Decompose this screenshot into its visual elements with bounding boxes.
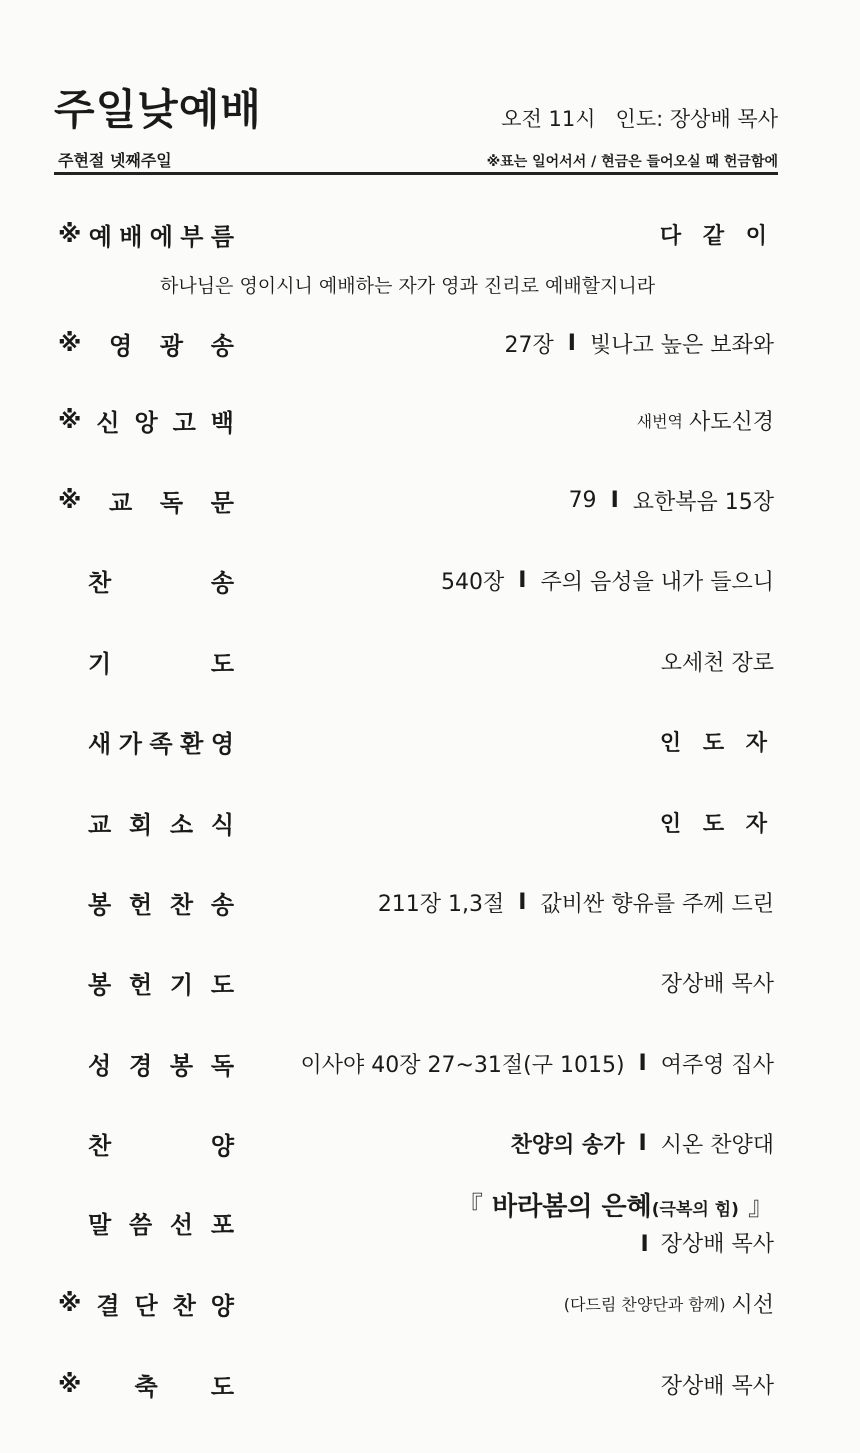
order-label: 찬 양	[88, 1131, 234, 1160]
order-label: ※ 예 배 에 부 름	[58, 220, 234, 251]
separator: I	[518, 889, 527, 915]
sermon-title: 바라봄의 은혜	[492, 1192, 652, 1222]
standing-mark: ※	[58, 486, 82, 514]
hymn-number: 211장 1,3절	[377, 891, 505, 917]
order-row-gloria	[58, 321, 774, 365]
hymn-title: 주의 음성을 내가 들으니	[540, 569, 774, 595]
order-row-benediction	[58, 1362, 774, 1406]
order-row-sermon	[58, 1192, 774, 1257]
hymn-number: 540장	[441, 569, 505, 595]
order-row-prayer	[58, 639, 774, 683]
order-label: ※ 교 독 문	[58, 486, 234, 517]
order-label: 기 도	[88, 649, 234, 678]
creed-title: 사도신경	[688, 409, 774, 435]
order-label: ※ 결 단 찬 양	[58, 1289, 234, 1320]
order-label: ※ 영 광 송	[58, 329, 234, 360]
sermon-title-line	[457, 1188, 774, 1229]
reading-number: 79	[568, 487, 597, 513]
order-row-hymn	[58, 558, 774, 602]
hymn-title: 빛나고 높은 보좌와	[589, 332, 774, 358]
order-value	[505, 321, 774, 365]
creed-version: 새번역	[636, 411, 683, 431]
response-note: (다드림 찬양단과 함께)	[563, 1294, 726, 1314]
order-label: 새 가 족 환 영	[88, 729, 234, 758]
scripture-reader: 여주영 집사	[660, 1052, 774, 1078]
order-value	[378, 880, 774, 924]
order-row-response-song	[58, 1281, 774, 1325]
call-to-worship-verse: 하나님은 영이시니 예배하는 자가 영과 진리로 예배할지니라	[160, 275, 656, 297]
separator: I	[638, 1050, 647, 1076]
open-bracket: 『	[456, 1192, 483, 1222]
standing-mark: ※	[58, 1289, 82, 1317]
order-value: 오세천 장로	[660, 650, 774, 676]
order-label: 말 씀 선 포	[88, 1210, 234, 1239]
anthem-choir: 시온 찬양대	[660, 1132, 774, 1158]
service-title: 주일낮예배	[54, 85, 262, 134]
sermon-preacher-line	[457, 1229, 774, 1261]
standing-offering-note: ※표는 일어서서 / 현금은 들어오실 때 헌금함에	[486, 154, 778, 170]
standing-mark: ※	[58, 329, 82, 357]
hymn-title: 값비싼 향유를 주께 드린	[540, 891, 774, 917]
reading-title: 요한복음 15장	[632, 489, 774, 515]
standing-mark: ※	[58, 406, 82, 434]
order-row-responsive-reading	[58, 478, 774, 522]
separator: I	[640, 1232, 649, 1257]
separator: I	[518, 567, 527, 593]
close-bracket: 』	[747, 1192, 774, 1222]
order-row-scripture-reading	[58, 1041, 774, 1085]
order-label: 성 경 봉 독	[88, 1051, 234, 1080]
scripture-passage: 이사야 40장 27~31절(구 1015)	[300, 1052, 625, 1078]
order-row-call-to-worship	[58, 212, 774, 256]
hymn-number: 27장	[504, 332, 554, 358]
standing-mark: ※	[58, 220, 82, 248]
separator: I	[610, 487, 619, 513]
separator: I	[567, 330, 576, 356]
order-label: ※ 신 앙 고 백	[58, 406, 234, 437]
order-row-creed	[58, 398, 774, 442]
service-time-leader: 오전 11시 인도: 장상배 목사	[501, 107, 778, 131]
sermon-subtitle: (극복의 힘)	[651, 1200, 739, 1220]
order-row-church-news	[58, 800, 774, 844]
order-row-anthem	[58, 1121, 774, 1165]
order-value: 인 도 자	[659, 730, 774, 756]
order-value: 장상배 목사	[660, 1373, 774, 1399]
order-label: 찬 송	[88, 568, 234, 597]
order-label: 교 회 소 식	[88, 810, 234, 839]
order-value	[569, 478, 774, 522]
order-value	[300, 1041, 774, 1085]
order-value: 다 같 이	[659, 223, 774, 249]
order-value	[637, 398, 774, 442]
header-divider	[54, 172, 778, 175]
standing-mark: ※	[58, 1370, 82, 1398]
anthem-title: 찬양의 송가	[510, 1132, 625, 1158]
order-label: ※ 축 도	[58, 1370, 234, 1401]
order-label: 봉 헌 찬 송	[88, 890, 234, 919]
order-value: 장상배 목사	[660, 971, 774, 997]
separator: I	[638, 1130, 647, 1156]
response-song: 시선	[731, 1292, 774, 1318]
order-value	[564, 1281, 774, 1325]
order-label: 봉 헌 기 도	[88, 970, 234, 999]
order-row-welcome	[58, 719, 774, 763]
sermon-preacher: 장상배 목사	[660, 1232, 774, 1257]
order-value	[441, 558, 774, 602]
liturgical-week: 주현절 넷째주일	[58, 151, 172, 170]
order-value: 인 도 자	[659, 811, 774, 837]
order-row-offering-prayer	[58, 960, 774, 1004]
order-value	[457, 1188, 774, 1261]
order-row-offering-hymn	[58, 880, 774, 924]
order-value	[511, 1121, 774, 1165]
